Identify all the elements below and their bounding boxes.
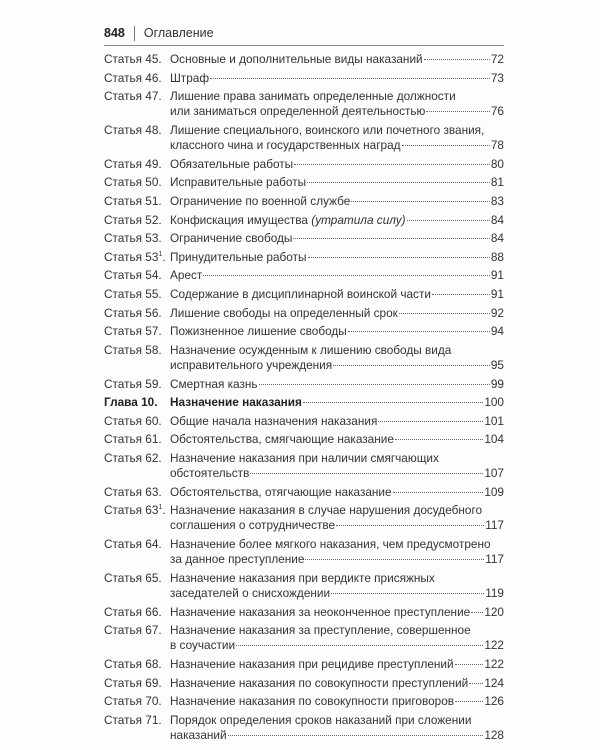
- dot-leader: [333, 365, 490, 366]
- page-reference: 92: [490, 305, 504, 320]
- entry-title: Принудительные работы: [170, 249, 307, 264]
- entry-number: Статья 45.: [104, 52, 162, 66]
- entry-title: Назначение наказания: [170, 395, 302, 410]
- page-reference: 76: [490, 104, 504, 119]
- page-reference: 95: [490, 357, 504, 372]
- entry-number-superscript: 1: [158, 504, 163, 512]
- toc-entry[interactable]: [104, 324, 504, 339]
- dot-leader: [250, 473, 483, 474]
- toc-entry[interactable]: [104, 414, 504, 429]
- page-reference: 101: [484, 413, 504, 428]
- entry-title: обстоятельств: [170, 466, 250, 481]
- dot-leader: [426, 111, 489, 112]
- page-reference: 120: [484, 604, 504, 619]
- toc-entry[interactable]: [104, 485, 504, 500]
- entry-number: Статья 61.: [104, 432, 162, 447]
- dot-leader: [336, 525, 484, 526]
- entry-title: в соучастии: [170, 638, 236, 653]
- entry-number-superscript: 1: [158, 250, 163, 258]
- toc-entry[interactable]: [104, 713, 504, 743]
- entry-title-line: Назначение наказания за преступление, совершенное: [170, 623, 471, 638]
- toc-entry[interactable]: [104, 268, 504, 283]
- entry-title: Ограничение по военной службе: [170, 193, 351, 208]
- entry-number: Статья 51.: [104, 193, 162, 208]
- dot-leader: [294, 164, 490, 165]
- toc-entry[interactable]: [104, 623, 504, 653]
- page-reference: 80: [490, 156, 504, 171]
- entry-title: Обстоятельства, смягчающие наказание: [170, 432, 394, 447]
- toc-entry[interactable]: [104, 343, 504, 373]
- toc-entry[interactable]: [104, 694, 504, 709]
- toc-entry[interactable]: [104, 250, 504, 265]
- page-reference: 94: [490, 324, 504, 339]
- dot-leader: [228, 735, 484, 736]
- dot-leader: [308, 257, 490, 258]
- page-reference: 78: [490, 138, 504, 153]
- entry-number: Статья 49.: [104, 156, 162, 171]
- dot-leader: [331, 593, 484, 594]
- toc-entry[interactable]: [104, 377, 504, 392]
- entry-title: Основные и дополнительные виды наказаний: [170, 52, 423, 66]
- page-reference: 107: [484, 466, 504, 481]
- page-reference: 73: [490, 70, 504, 85]
- entry-number: Глава 10.: [104, 395, 158, 410]
- entry-number: Статья 53.: [104, 231, 162, 246]
- page-reference: 88: [490, 249, 504, 264]
- page-number: 848: [104, 26, 125, 40]
- entry-number: Статья 46.: [104, 70, 162, 85]
- dot-leader: [471, 612, 483, 613]
- dot-leader: [351, 201, 490, 202]
- entry-number: Статья 62.: [104, 450, 162, 465]
- toc-entry[interactable]: [104, 287, 504, 302]
- entry-title: Лишение свободы на определенный срок: [170, 305, 398, 320]
- page-reference: 99: [490, 376, 504, 391]
- toc-entry[interactable]: [104, 306, 504, 321]
- toc-entry[interactable]: [104, 123, 504, 153]
- toc-entry[interactable]: [104, 503, 504, 533]
- entry-note: (утратила силу): [311, 212, 406, 227]
- dot-leader: [348, 331, 490, 332]
- toc-entry[interactable]: [104, 657, 504, 672]
- toc-entry[interactable]: [104, 89, 504, 119]
- running-header: [104, 24, 500, 42]
- page-reference: 126: [484, 694, 504, 709]
- entry-title: Назначение наказания по совокупности приговоров: [170, 694, 455, 709]
- entry-title: Назначение наказания при рецидиве преступлений: [170, 657, 454, 672]
- dot-leader: [399, 313, 490, 314]
- page-reference: 100: [484, 395, 504, 410]
- page-reference: 83: [490, 193, 504, 208]
- page-reference: 91: [490, 286, 504, 301]
- dot-leader: [455, 664, 484, 665]
- page-reference: 117: [485, 552, 504, 567]
- entry-number: Статья 58.: [104, 342, 162, 357]
- entry-title: Назначение наказания за неоконченное преступление: [170, 604, 471, 619]
- toc-entry[interactable]: [104, 231, 504, 246]
- entry-number: Статья 47.: [104, 89, 162, 104]
- table-of-contents: [104, 52, 504, 747]
- toc-entry[interactable]: [104, 157, 504, 172]
- entry-title: Смертная казнь: [170, 376, 258, 391]
- dot-leader: [293, 238, 490, 239]
- page-reference: 109: [484, 484, 504, 499]
- entry-title-line: Назначение осужденным к лишению свободы вида: [170, 342, 452, 357]
- dot-leader: [455, 701, 483, 702]
- entry-number: Статья 68.: [104, 657, 162, 672]
- toc-entry[interactable]: [104, 537, 504, 567]
- entry-number: Статья 66.: [104, 604, 162, 619]
- entry-number: Статья $63^1$.: [104, 503, 166, 518]
- entry-title: Содержание в дисциплинарной воинской части: [170, 286, 431, 301]
- entry-number: Статья 67.: [104, 623, 162, 638]
- header-divider: [134, 26, 135, 41]
- entry-number: Статья 71.: [104, 712, 162, 727]
- entry-number: Статья 57.: [104, 324, 162, 339]
- entry-title-line: Назначение более мягкого наказания, чем предусмотрено: [170, 537, 491, 552]
- page-reference: 122: [484, 657, 504, 672]
- toc-entry[interactable]: [104, 213, 504, 228]
- toc-entry[interactable]: [104, 605, 504, 620]
- entry-number: Статья 69.: [104, 675, 162, 690]
- entry-number: Статья 59.: [104, 376, 162, 391]
- entry-title: исправительного учреждения: [170, 357, 333, 372]
- dot-leader: [469, 683, 483, 684]
- page-reference: 84: [490, 231, 504, 246]
- page-reference: 72: [490, 52, 504, 66]
- entry-title: за данное преступление: [170, 552, 305, 567]
- entry-number: Статья 55.: [104, 286, 162, 301]
- entry-number: Статья 70.: [104, 694, 162, 709]
- entry-title: Назначение наказания по совокупности преступлений: [170, 675, 469, 690]
- entry-title: классного чина и государственных наград: [170, 138, 401, 153]
- dot-leader: [432, 294, 490, 295]
- dot-leader: [203, 275, 490, 276]
- entry-title-line: Лишение права занимать определенные должности: [170, 89, 456, 104]
- entry-number: Статья 64.: [104, 537, 162, 552]
- toc-entry[interactable]: [104, 432, 504, 447]
- entry-number: Статья 50.: [104, 175, 162, 190]
- dot-leader: [307, 182, 490, 183]
- dot-leader: [378, 421, 483, 422]
- toc-entry[interactable]: [104, 194, 504, 209]
- entry-number: Статья 65.: [104, 570, 162, 585]
- page-reference: 128: [484, 728, 504, 743]
- entry-title-line: Назначение наказания при вердикте присяжных: [170, 570, 435, 585]
- page-reference: 119: [485, 586, 504, 601]
- entry-title: наказаний: [170, 728, 227, 743]
- dot-leader: [303, 402, 483, 403]
- entry-title-line: Назначение наказания в случае нарушения досудебного: [170, 503, 483, 518]
- entry-title: Ограничение свободы: [170, 231, 293, 246]
- dot-leader: [402, 145, 490, 146]
- entry-title: Обязательные работы: [170, 156, 294, 171]
- page-reference: 124: [484, 675, 504, 690]
- entry-number: Статья 52.: [104, 212, 162, 227]
- entry-number: Статья 54.: [104, 268, 162, 283]
- toc-entry[interactable]: [104, 571, 504, 601]
- entry-title: соглашения о сотрудничестве: [170, 518, 336, 533]
- dot-leader: [407, 220, 490, 221]
- entry-title: Штраф: [170, 70, 210, 85]
- entry-title: Общие начала назначения наказания: [170, 413, 378, 428]
- entry-number: Статья 60.: [104, 413, 162, 428]
- dot-leader: [236, 645, 483, 646]
- toc-entry[interactable]: [104, 676, 504, 691]
- entry-number: Статья 63.: [104, 484, 162, 499]
- toc-entry[interactable]: [104, 52, 504, 67]
- entry-title: Арест: [170, 268, 203, 283]
- running-title: Оглавление: [143, 26, 214, 40]
- entry-title: Исправительные работы: [170, 175, 307, 190]
- toc-entry[interactable]: [104, 71, 504, 86]
- entry-title: Конфискация имущества: [170, 212, 308, 227]
- page-reference: 117: [485, 518, 504, 533]
- entry-title: заседателей о снисхождении: [170, 586, 331, 601]
- entry-number: Статья 56.: [104, 305, 162, 320]
- toc-entry[interactable]: [104, 451, 504, 481]
- page-reference: 81: [490, 175, 504, 190]
- dot-leader: [393, 492, 484, 493]
- entry-title-line: Назначение наказания при наличии смягчающих: [170, 450, 439, 465]
- entry-title: Пожизненное лишение свободы: [170, 324, 347, 339]
- dot-leader: [210, 78, 490, 79]
- page-reference: 91: [490, 268, 504, 283]
- dot-leader: [395, 439, 483, 440]
- entry-title: или заниматься определенной деятельностью: [170, 104, 426, 119]
- entry-number: Статья $53^1$.: [104, 249, 166, 264]
- page-reference: 122: [484, 638, 504, 653]
- page-reference: 84: [490, 212, 504, 227]
- entry-title-line: Лишение специального, воинского или почетного звания,: [170, 122, 485, 137]
- toc-entry[interactable]: [104, 175, 504, 190]
- page-reference: 104: [484, 432, 504, 447]
- dot-leader: [305, 559, 484, 560]
- header-rule: [104, 45, 504, 46]
- dot-leader: [424, 59, 490, 60]
- toc-chapter[interactable]: [104, 395, 504, 410]
- entry-number: Статья 48.: [104, 122, 162, 137]
- entry-title-line: Порядок определения сроков наказаний при сложении: [170, 712, 472, 727]
- dot-leader: [259, 384, 490, 385]
- entry-title: Обстоятельства, отягчающие наказание: [170, 484, 392, 499]
